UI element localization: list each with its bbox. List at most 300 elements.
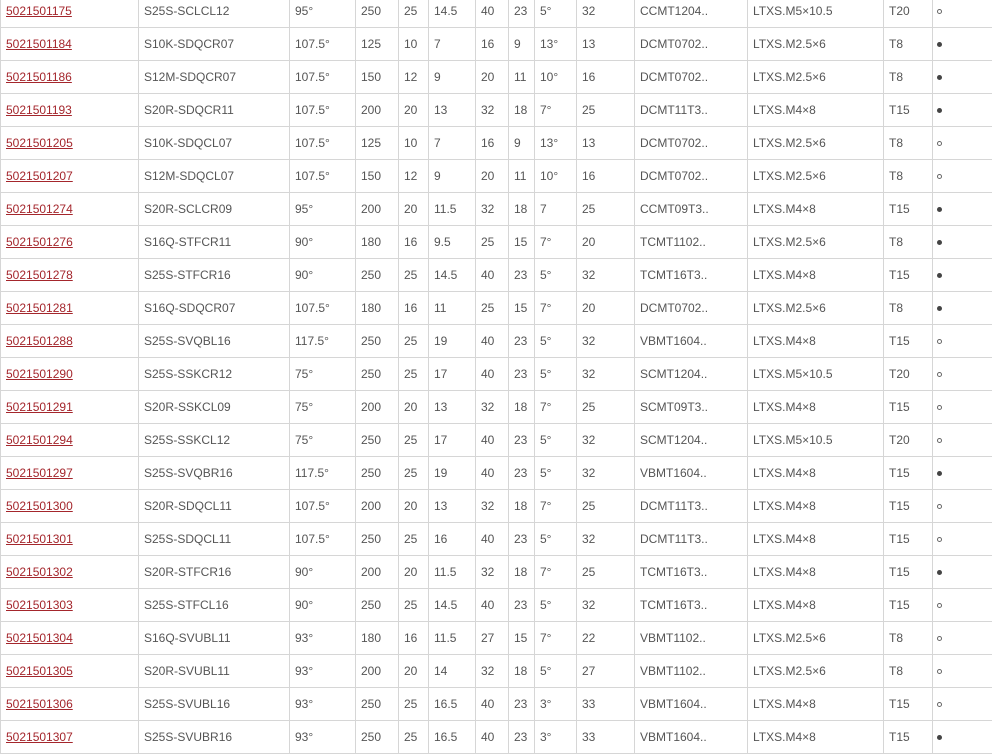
cell-v5: 18 (509, 94, 535, 127)
cell-v1: 200 (356, 556, 399, 589)
cell-angle: 117.5° (290, 325, 356, 358)
cell-insert: VBMT1604.. (635, 688, 748, 721)
cell-v5: 15 (509, 292, 535, 325)
cell-code (1, 589, 139, 622)
cell-v1: 150 (356, 160, 399, 193)
cell-v4: 16 (476, 127, 509, 160)
product-code-link[interactable]: 5021501297 (6, 466, 73, 480)
cell-v1: 125 (356, 28, 399, 61)
table-row (1, 688, 992, 721)
table-row (1, 259, 992, 292)
cell-designation: S20R-STFCR16 (139, 556, 290, 589)
open-circle-icon (937, 603, 942, 608)
cell-insert: DCMT11T3.. (635, 94, 748, 127)
cell-v3: 19 (429, 325, 476, 358)
cell-screw: LTXS.M5×10.5 (748, 0, 884, 28)
cell-v4: 32 (476, 556, 509, 589)
cell-v5: 23 (509, 358, 535, 391)
cell-v1: 150 (356, 61, 399, 94)
cell-insert: TCMT16T3.. (635, 556, 748, 589)
cell-key: T20 (884, 424, 933, 457)
cell-flag (933, 325, 992, 358)
cell-v5: 23 (509, 259, 535, 292)
cell-flag (933, 721, 992, 754)
open-circle-icon (937, 504, 942, 509)
cell-v5: 18 (509, 655, 535, 688)
cell-code (1, 490, 139, 523)
cell-v3: 14 (429, 655, 476, 688)
table-row (1, 226, 992, 259)
product-code-link[interactable]: 5021501175 (6, 4, 72, 18)
cell-screw: LTXS.M4×8 (748, 325, 884, 358)
cell-screw: LTXS.M2.5×6 (748, 61, 884, 94)
cell-code (1, 94, 139, 127)
cell-flag (933, 358, 992, 391)
cell-designation: S12M-SDQCL07 (139, 160, 290, 193)
cell-key: T15 (884, 721, 933, 754)
product-code-link[interactable]: 5021501276 (6, 235, 73, 249)
cell-flag (933, 28, 992, 61)
filled-dot-icon (937, 273, 942, 278)
cell-designation: S25S-SDQCL11 (139, 523, 290, 556)
product-code-link[interactable]: 5021501288 (6, 334, 73, 348)
table-row (1, 490, 992, 523)
filled-dot-icon (937, 207, 942, 212)
cell-v7: 13 (577, 28, 635, 61)
cell-v5: 23 (509, 424, 535, 457)
table-row (1, 160, 992, 193)
open-circle-icon (937, 405, 942, 410)
cell-v2: 25 (399, 0, 429, 28)
cell-v3: 9 (429, 160, 476, 193)
cell-key: T8 (884, 28, 933, 61)
cell-designation: S25S-SVUBR16 (139, 721, 290, 754)
table-row (1, 28, 992, 61)
cell-screw: LTXS.M2.5×6 (748, 292, 884, 325)
cell-v2: 10 (399, 28, 429, 61)
cell-designation: S25S-STFCL16 (139, 589, 290, 622)
table-row (1, 127, 992, 160)
cell-v7: 22 (577, 622, 635, 655)
cell-screw: LTXS.M4×8 (748, 490, 884, 523)
cell-v7: 27 (577, 655, 635, 688)
open-circle-icon (937, 537, 942, 542)
cell-insert: DCMT0702.. (635, 28, 748, 61)
cell-v6: 7° (535, 556, 577, 589)
cell-v4: 40 (476, 325, 509, 358)
cell-v6: 5° (535, 457, 577, 490)
cell-insert: DCMT0702.. (635, 292, 748, 325)
cell-v7: 32 (577, 424, 635, 457)
table-row (1, 589, 992, 622)
cell-screw: LTXS.M4×8 (748, 688, 884, 721)
filled-dot-icon (937, 240, 942, 245)
cell-v5: 18 (509, 490, 535, 523)
cell-v2: 12 (399, 160, 429, 193)
cell-v7: 16 (577, 160, 635, 193)
cell-angle: 95° (290, 0, 356, 28)
cell-insert: SCMT09T3.. (635, 391, 748, 424)
cell-key: T8 (884, 127, 933, 160)
product-code-link[interactable]: 5021501205 (6, 136, 73, 150)
product-code-link[interactable]: 5021501184 (6, 37, 72, 51)
table-row (1, 193, 992, 226)
cell-designation: S20R-SDQCR11 (139, 94, 290, 127)
product-code-link[interactable]: 5021501281 (6, 301, 73, 315)
cell-v3: 11.5 (429, 556, 476, 589)
cell-v1: 200 (356, 490, 399, 523)
cell-designation: S25S-SVUBL16 (139, 688, 290, 721)
cell-v4: 20 (476, 160, 509, 193)
cell-flag (933, 391, 992, 424)
cell-designation: S25S-SVQBL16 (139, 325, 290, 358)
table-row (1, 424, 992, 457)
cell-v2: 20 (399, 490, 429, 523)
filled-dot-icon (937, 75, 942, 80)
cell-v6: 10° (535, 61, 577, 94)
product-code-link[interactable]: 5021501302 (6, 565, 73, 579)
cell-v7: 25 (577, 556, 635, 589)
table-row (1, 325, 992, 358)
cell-v2: 20 (399, 94, 429, 127)
product-code-link[interactable]: 5021501301 (6, 532, 73, 546)
cell-v3: 13 (429, 94, 476, 127)
table-row (1, 523, 992, 556)
cell-v6: 7 (535, 193, 577, 226)
cell-v1: 250 (356, 457, 399, 490)
cell-screw: LTXS.M4×8 (748, 721, 884, 754)
cell-insert: DCMT11T3.. (635, 523, 748, 556)
cell-flag (933, 193, 992, 226)
cell-insert: VBMT1604.. (635, 325, 748, 358)
cell-v7: 32 (577, 358, 635, 391)
open-circle-icon (937, 636, 942, 641)
cell-designation: S20R-SCLCR09 (139, 193, 290, 226)
cell-v3: 9 (429, 61, 476, 94)
cell-v3: 14.5 (429, 589, 476, 622)
cell-v4: 32 (476, 391, 509, 424)
product-code-link[interactable]: 5021501294 (6, 433, 73, 447)
cell-insert: DCMT0702.. (635, 127, 748, 160)
cell-v6: 7° (535, 490, 577, 523)
cell-flag (933, 556, 992, 589)
cell-angle: 107.5° (290, 127, 356, 160)
table-row (1, 391, 992, 424)
cell-key: T15 (884, 325, 933, 358)
cell-v7: 13 (577, 127, 635, 160)
cell-v6: 5° (535, 523, 577, 556)
cell-v6: 7° (535, 391, 577, 424)
cell-v6: 3° (535, 721, 577, 754)
cell-v5: 15 (509, 622, 535, 655)
cell-v2: 12 (399, 61, 429, 94)
cell-v7: 20 (577, 292, 635, 325)
cell-v5: 9 (509, 127, 535, 160)
cell-v2: 25 (399, 688, 429, 721)
cell-code (1, 457, 139, 490)
cell-key: T15 (884, 556, 933, 589)
cell-screw: LTXS.M4×8 (748, 94, 884, 127)
cell-code (1, 622, 139, 655)
cell-v4: 27 (476, 622, 509, 655)
cell-v6: 7° (535, 622, 577, 655)
cell-v4: 40 (476, 688, 509, 721)
cell-code (1, 325, 139, 358)
cell-screw: LTXS.M2.5×6 (748, 226, 884, 259)
cell-v6: 5° (535, 325, 577, 358)
cell-v7: 32 (577, 523, 635, 556)
cell-v2: 25 (399, 589, 429, 622)
filled-dot-icon (937, 42, 942, 47)
cell-v1: 250 (356, 358, 399, 391)
cell-insert: VBMT1102.. (635, 622, 748, 655)
cell-angle: 107.5° (290, 61, 356, 94)
cell-v4: 25 (476, 226, 509, 259)
product-code-link[interactable]: 5021501307 (6, 730, 73, 744)
cell-key: T8 (884, 292, 933, 325)
cell-screw: LTXS.M5×10.5 (748, 358, 884, 391)
filled-dot-icon (937, 108, 942, 113)
cell-insert: VBMT1102.. (635, 655, 748, 688)
cell-insert: DCMT11T3.. (635, 490, 748, 523)
table-row (1, 292, 992, 325)
cell-screw: LTXS.M2.5×6 (748, 160, 884, 193)
cell-screw: LTXS.M4×8 (748, 193, 884, 226)
product-code-link[interactable]: 5021501193 (6, 103, 72, 117)
cell-v7: 32 (577, 0, 635, 28)
product-code-link[interactable]: 5021501278 (6, 268, 73, 282)
cell-v5: 15 (509, 226, 535, 259)
cell-v3: 17 (429, 424, 476, 457)
product-code-link[interactable]: 5021501306 (6, 697, 73, 711)
cell-v7: 32 (577, 457, 635, 490)
table-row (1, 556, 992, 589)
cell-flag (933, 523, 992, 556)
cell-v3: 16 (429, 523, 476, 556)
cell-v3: 19 (429, 457, 476, 490)
cell-v5: 11 (509, 160, 535, 193)
cell-v3: 11.5 (429, 193, 476, 226)
cell-v6: 7° (535, 292, 577, 325)
table-row (1, 0, 992, 28)
cell-key: T15 (884, 391, 933, 424)
cell-v6: 3° (535, 688, 577, 721)
product-code-link[interactable]: 5021501305 (6, 664, 73, 678)
cell-v5: 9 (509, 28, 535, 61)
cell-screw: LTXS.M2.5×6 (748, 28, 884, 61)
product-code-link[interactable]: 5021501303 (6, 598, 73, 612)
table-row (1, 622, 992, 655)
table-row (1, 721, 992, 754)
cell-v6: 5° (535, 358, 577, 391)
cell-angle: 75° (290, 358, 356, 391)
cell-key: T15 (884, 589, 933, 622)
filled-dot-icon (937, 306, 942, 311)
cell-flag (933, 490, 992, 523)
cell-flag (933, 0, 992, 28)
cell-v1: 125 (356, 127, 399, 160)
cell-insert: CCMT09T3.. (635, 193, 748, 226)
cell-code (1, 688, 139, 721)
cell-insert: TCMT16T3.. (635, 589, 748, 622)
cell-v6: 7° (535, 226, 577, 259)
cell-v5: 23 (509, 523, 535, 556)
cell-key: T15 (884, 259, 933, 292)
cell-v2: 16 (399, 292, 429, 325)
product-code-link[interactable]: 5021501291 (6, 400, 73, 414)
cell-flag (933, 226, 992, 259)
cell-v6: 10° (535, 160, 577, 193)
cell-v7: 25 (577, 391, 635, 424)
cell-key: T8 (884, 226, 933, 259)
cell-v6: 5° (535, 655, 577, 688)
cell-key: T15 (884, 523, 933, 556)
cell-code (1, 193, 139, 226)
cell-v6: 13° (535, 28, 577, 61)
cell-designation: S25S-SVQBR16 (139, 457, 290, 490)
open-circle-icon (937, 669, 942, 674)
cell-designation: S16Q-SVUBL11 (139, 622, 290, 655)
filled-dot-icon (937, 471, 942, 476)
cell-v5: 23 (509, 457, 535, 490)
cell-v2: 20 (399, 391, 429, 424)
cell-code (1, 523, 139, 556)
cell-v7: 32 (577, 325, 635, 358)
open-circle-icon (937, 438, 942, 443)
cell-angle: 75° (290, 391, 356, 424)
product-code-link[interactable]: 5021501304 (6, 631, 73, 645)
cell-v4: 40 (476, 721, 509, 754)
cell-v4: 32 (476, 94, 509, 127)
cell-angle: 93° (290, 721, 356, 754)
cell-v2: 25 (399, 358, 429, 391)
cell-v4: 32 (476, 193, 509, 226)
cell-v1: 250 (356, 589, 399, 622)
table-row (1, 457, 992, 490)
open-circle-icon (937, 372, 942, 377)
cell-flag (933, 94, 992, 127)
cell-designation: S20R-SVUBL11 (139, 655, 290, 688)
open-circle-icon (937, 702, 942, 707)
open-circle-icon (937, 9, 942, 14)
cell-v2: 16 (399, 622, 429, 655)
cell-v7: 20 (577, 226, 635, 259)
cell-insert: TCMT1102.. (635, 226, 748, 259)
cell-v2: 25 (399, 721, 429, 754)
table-body (1, 0, 992, 754)
cell-screw: LTXS.M4×8 (748, 589, 884, 622)
cell-flag (933, 589, 992, 622)
cell-v2: 25 (399, 457, 429, 490)
cell-insert: DCMT0702.. (635, 160, 748, 193)
cell-key: T15 (884, 490, 933, 523)
cell-v2: 20 (399, 556, 429, 589)
cell-screw: LTXS.M2.5×6 (748, 655, 884, 688)
table-row (1, 655, 992, 688)
open-circle-icon (937, 141, 942, 146)
cell-code (1, 358, 139, 391)
cell-screw: LTXS.M2.5×6 (748, 622, 884, 655)
cell-v2: 25 (399, 259, 429, 292)
cell-code (1, 61, 139, 94)
cell-v6: 13° (535, 127, 577, 160)
cell-angle: 107.5° (290, 94, 356, 127)
cell-v5: 23 (509, 325, 535, 358)
cell-v3: 13 (429, 490, 476, 523)
product-code-link[interactable]: 5021501274 (6, 202, 73, 216)
cell-v1: 200 (356, 94, 399, 127)
cell-v3: 11.5 (429, 622, 476, 655)
cell-angle: 93° (290, 622, 356, 655)
cell-angle: 107.5° (290, 160, 356, 193)
cell-v6: 5° (535, 589, 577, 622)
table-row (1, 358, 992, 391)
filled-dot-icon (937, 570, 942, 575)
cell-flag (933, 457, 992, 490)
cell-v3: 9.5 (429, 226, 476, 259)
cell-code (1, 226, 139, 259)
cell-flag (933, 259, 992, 292)
cell-v2: 25 (399, 523, 429, 556)
cell-screw: LTXS.M5×10.5 (748, 424, 884, 457)
cell-v4: 32 (476, 490, 509, 523)
cell-v7: 32 (577, 589, 635, 622)
cell-angle: 117.5° (290, 457, 356, 490)
cell-insert: CCMT1204.. (635, 0, 748, 28)
cell-key: T15 (884, 688, 933, 721)
cell-v1: 250 (356, 721, 399, 754)
cell-insert: VBMT1604.. (635, 457, 748, 490)
cell-v4: 40 (476, 589, 509, 622)
cell-v2: 20 (399, 655, 429, 688)
cell-v2: 10 (399, 127, 429, 160)
cell-v3: 17 (429, 358, 476, 391)
cell-code (1, 391, 139, 424)
product-code-link[interactable]: 5021501186 (6, 70, 72, 84)
cell-flag (933, 622, 992, 655)
cell-v7: 25 (577, 490, 635, 523)
cell-screw: LTXS.M4×8 (748, 523, 884, 556)
cell-v5: 18 (509, 391, 535, 424)
cell-designation: S25S-STFCR16 (139, 259, 290, 292)
cell-v3: 16.5 (429, 721, 476, 754)
product-code-link[interactable]: 5021501300 (6, 499, 73, 513)
cell-insert: TCMT16T3.. (635, 259, 748, 292)
cell-flag (933, 424, 992, 457)
cell-angle: 93° (290, 655, 356, 688)
product-code-link[interactable]: 5021501290 (6, 367, 73, 381)
cell-v1: 250 (356, 0, 399, 28)
cell-v4: 25 (476, 292, 509, 325)
cell-angle: 107.5° (290, 292, 356, 325)
cell-screw: LTXS.M4×8 (748, 391, 884, 424)
product-code-link[interactable]: 5021501207 (6, 169, 73, 183)
cell-angle: 90° (290, 226, 356, 259)
cell-v2: 25 (399, 424, 429, 457)
cell-v3: 14.5 (429, 0, 476, 28)
cell-key: T8 (884, 655, 933, 688)
cell-flag (933, 61, 992, 94)
cell-v7: 32 (577, 259, 635, 292)
cell-insert: SCMT1204.. (635, 424, 748, 457)
cell-v1: 250 (356, 259, 399, 292)
cell-code (1, 28, 139, 61)
cell-screw: LTXS.M4×8 (748, 556, 884, 589)
cell-v5: 11 (509, 61, 535, 94)
cell-designation: S10K-SDQCL07 (139, 127, 290, 160)
cell-code (1, 721, 139, 754)
cell-v1: 250 (356, 424, 399, 457)
